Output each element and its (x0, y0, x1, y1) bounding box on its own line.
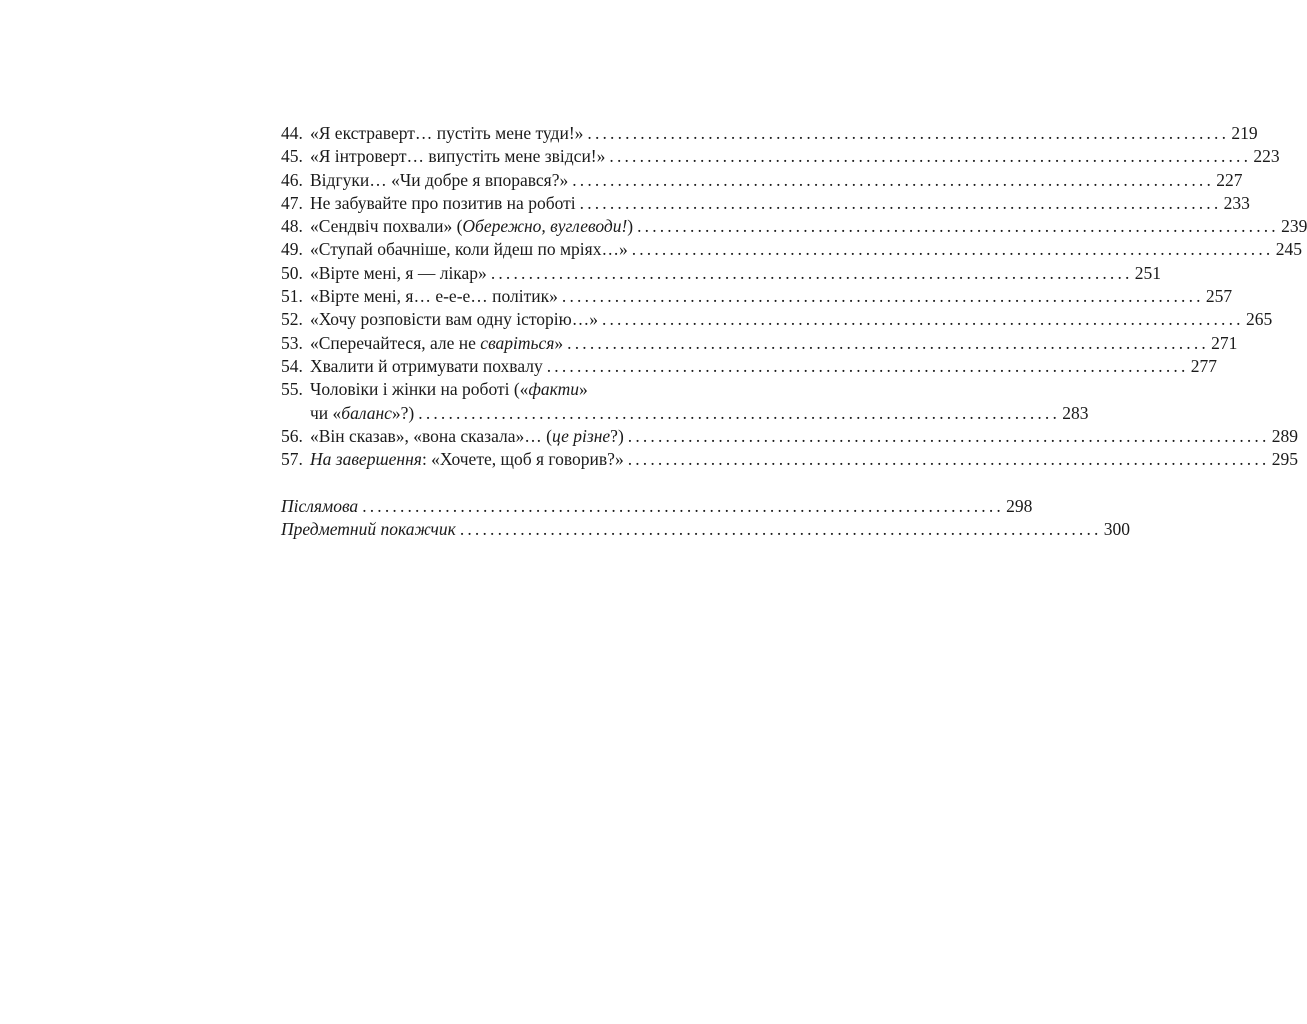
entry-page: 283 (1062, 402, 1089, 423)
entry-page: 300 (1103, 519, 1131, 540)
entry-page: 271 (1211, 332, 1238, 353)
entry-title (310, 378, 588, 401)
entry-title: «Вірте мені, я… е-е-е… політик» (310, 286, 558, 307)
title-italic-text: баланс (341, 402, 392, 423)
dot-leader (637, 215, 1275, 238)
dot-leader (491, 262, 1129, 285)
dot-leader (609, 145, 1247, 168)
entry-page: 239 (1281, 216, 1307, 237)
table-of-contents (281, 122, 1307, 541)
entry-page: 257 (1205, 286, 1233, 307)
title-italic-text: це різне (551, 425, 611, 446)
title-text: «Він сказав», «вона сказала»… ( (310, 425, 552, 446)
entry-number: 56. (281, 425, 303, 446)
dot-leader (460, 518, 1098, 541)
title-end-text: ) (627, 216, 634, 237)
title-italic-text: На завершення (310, 449, 422, 470)
title-italic-text: сваріться (480, 332, 555, 353)
toc-entry-55-line2 (281, 402, 1089, 425)
toc-entry-49 (281, 238, 1302, 261)
entry-title: Не забувайте про позитив на роботі (310, 192, 576, 213)
entry-title-continued (310, 402, 414, 425)
title-italic-text: Обережно, вуглеводи! (462, 216, 628, 237)
entry-page: 233 (1223, 192, 1250, 213)
dot-leader (580, 192, 1218, 215)
entry-page: 223 (1253, 146, 1280, 167)
entry-number: 50. (281, 262, 303, 283)
entry-page: 289 (1271, 425, 1299, 446)
toc-entry-50 (281, 262, 1162, 285)
dot-leader (587, 122, 1225, 145)
dot-leader (602, 308, 1240, 331)
entry-title (310, 425, 624, 448)
entry-title (310, 332, 563, 355)
entry-number: 45. (281, 146, 303, 167)
entry-page: 251 (1134, 262, 1162, 283)
toc-entry-56 (281, 425, 1299, 448)
entry-number: 44. (281, 123, 303, 143)
toc-entry-44 (281, 122, 1258, 145)
title-end-text: »?) (391, 402, 415, 423)
entry-page: 219 (1231, 123, 1258, 143)
entry-title: «Ступай обачніше, коли йдеш по мріях…» (310, 239, 628, 260)
entry-page: 245 (1275, 239, 1302, 260)
entry-title: «Хочу розповісти вам одну історію…» (310, 309, 598, 330)
title-text: «Сендвіч похвали» ( (310, 216, 463, 237)
toc-entry-afterword (281, 495, 1033, 518)
dot-leader (418, 402, 1056, 425)
entry-title: Хвалити й отримувати похвалу (310, 355, 543, 376)
toc-entry-45 (281, 145, 1280, 168)
title-text: чи « (310, 402, 342, 423)
toc-entry-48 (281, 215, 1307, 238)
entry-title (310, 215, 633, 238)
entry-number: 57. (281, 449, 303, 470)
entry-number: 55. (281, 379, 303, 400)
title-text: : «Хочете, щоб я говорив?» (421, 449, 624, 470)
toc-entry-57 (281, 448, 1298, 471)
toc-entry-55-line1 (281, 378, 768, 401)
toc-entry-47 (281, 192, 1250, 215)
toc-entry-46 (281, 169, 1243, 192)
entry-number: 53. (281, 332, 303, 353)
title-end-text: » (578, 379, 588, 400)
section-spacer (281, 471, 768, 494)
entry-number: 49. (281, 239, 303, 260)
dot-leader (572, 169, 1210, 192)
title-text: Чоловіки і жінки на роботі (« (310, 379, 529, 400)
entry-title: «Я інтроверт… випустіть мене звідси!» (310, 146, 606, 167)
toc-entry-52 (281, 308, 1273, 331)
entry-number: 47. (281, 192, 303, 213)
entry-page: 265 (1245, 309, 1273, 330)
entry-number: 48. (281, 216, 303, 237)
entry-number: 46. (281, 169, 303, 190)
title-italic-text: факти (528, 379, 579, 400)
dot-leader (362, 495, 1000, 518)
entry-page: 227 (1216, 169, 1243, 190)
entry-number: 52. (281, 309, 303, 330)
dot-leader (632, 238, 1270, 261)
dot-leader (628, 448, 1266, 471)
title-text: «Сперечайтеся, але не (310, 332, 481, 353)
entry-number: 54. (281, 355, 303, 376)
toc-entry-51 (281, 285, 1233, 308)
dot-leader (562, 285, 1200, 308)
entry-page: 298 (1006, 495, 1033, 516)
entry-title: Відгуки… «Чи добре я впорався?» (310, 169, 569, 190)
toc-entry-54 (281, 355, 1217, 378)
dot-leader (547, 355, 1185, 378)
toc-entry-index (281, 518, 1131, 541)
entry-number: 51. (281, 286, 303, 307)
entry-title (310, 448, 624, 471)
entry-page: 277 (1190, 355, 1217, 376)
title-end-text: ?) (610, 425, 624, 446)
dot-leader (628, 425, 1266, 448)
dot-leader (567, 332, 1205, 355)
entry-title: Післямова (281, 495, 359, 516)
title-end-text: » (554, 332, 564, 353)
entry-title: «Я екстраверт… пустіть мене туди!» (310, 123, 584, 143)
toc-entry-53 (281, 332, 1238, 355)
entry-page: 295 (1271, 449, 1298, 470)
entry-title: «Вірте мені, я — лікар» (310, 262, 487, 283)
entry-title: Предметний покажчик (281, 519, 456, 540)
